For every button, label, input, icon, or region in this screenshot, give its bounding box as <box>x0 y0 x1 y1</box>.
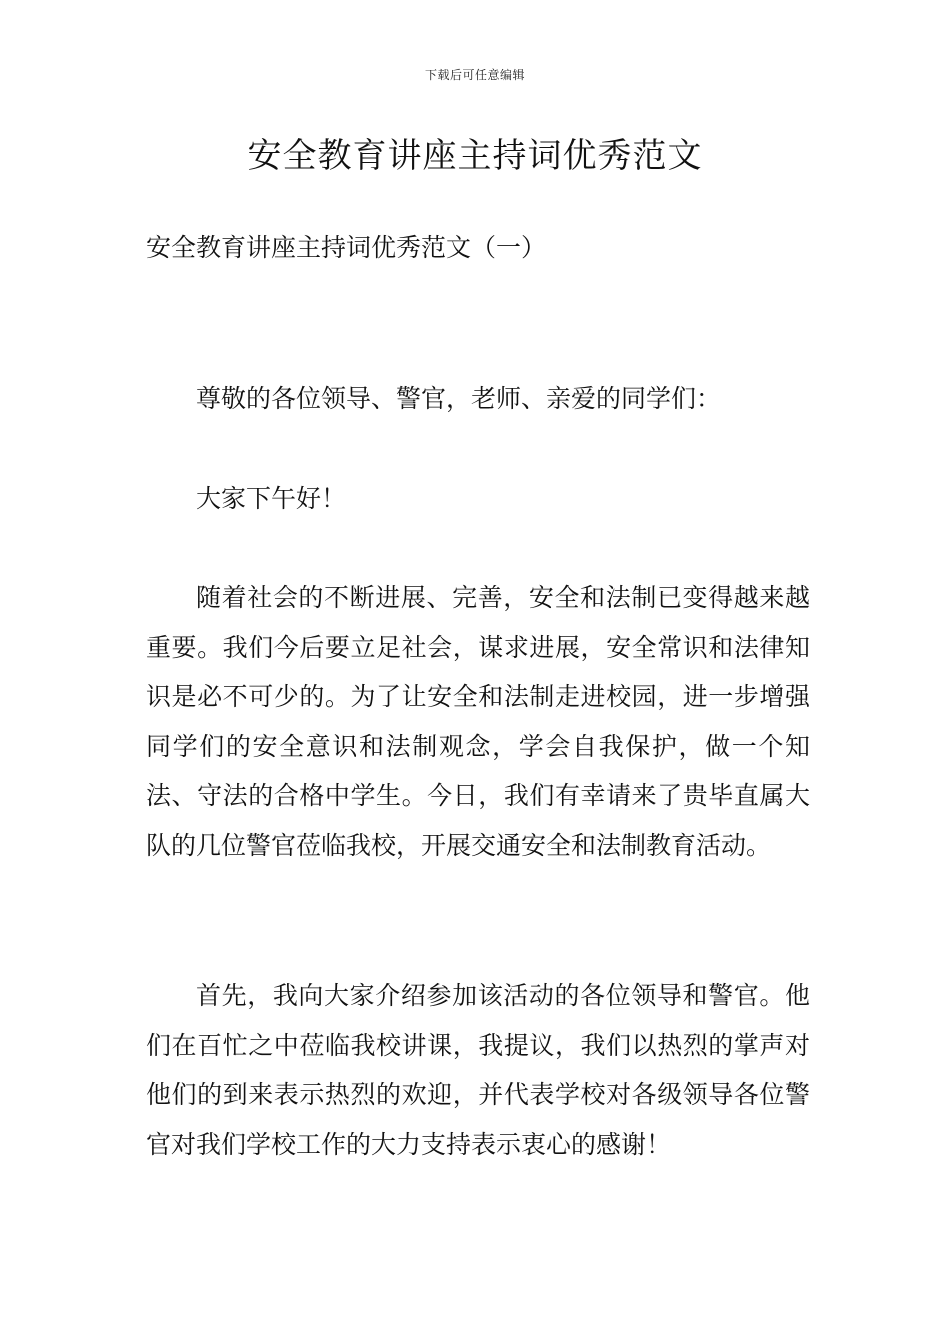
paragraph-greeting: 尊敬的各位领导、警官，老师、亲爱的同学们： <box>196 384 722 413</box>
paragraph-welcome: 首先，我向大家介绍参加该活动的各位领导和警官。他们在百忙之中莅临我校讲课，我提议，我们以热烈的掌声对他们的到来表示热烈的欢迎，并代表学校对各级领导各位警官对我们学校工作的大力支持表示衷心的感谢！ <box>146 981 810 1159</box>
header-note: 下载后可任意编辑 <box>424 68 525 82</box>
document-title: 安全教育讲座主持词优秀范文 <box>247 136 703 176</box>
paragraph-introduction: 随着社会的不断进展、完善，安全和法制已变得越来越重要。我们今后要立足社会，谋求进展，安全常识和法律知识是必不可少的。为了让安全和法制走进校园，进一步增强同学们的安全意识和法制观念，学会自我保护，做一个知法、守法的合格中学生。今日，我们有幸请来了贵毕直属大队的几位警官莅临我校，开展交通安全和法制教育活动。 <box>146 583 810 860</box>
section-subtitle: 安全教育讲座主持词优秀范文（一） <box>146 233 547 262</box>
paragraph-salutation: 大家下午好！ <box>196 484 347 513</box>
